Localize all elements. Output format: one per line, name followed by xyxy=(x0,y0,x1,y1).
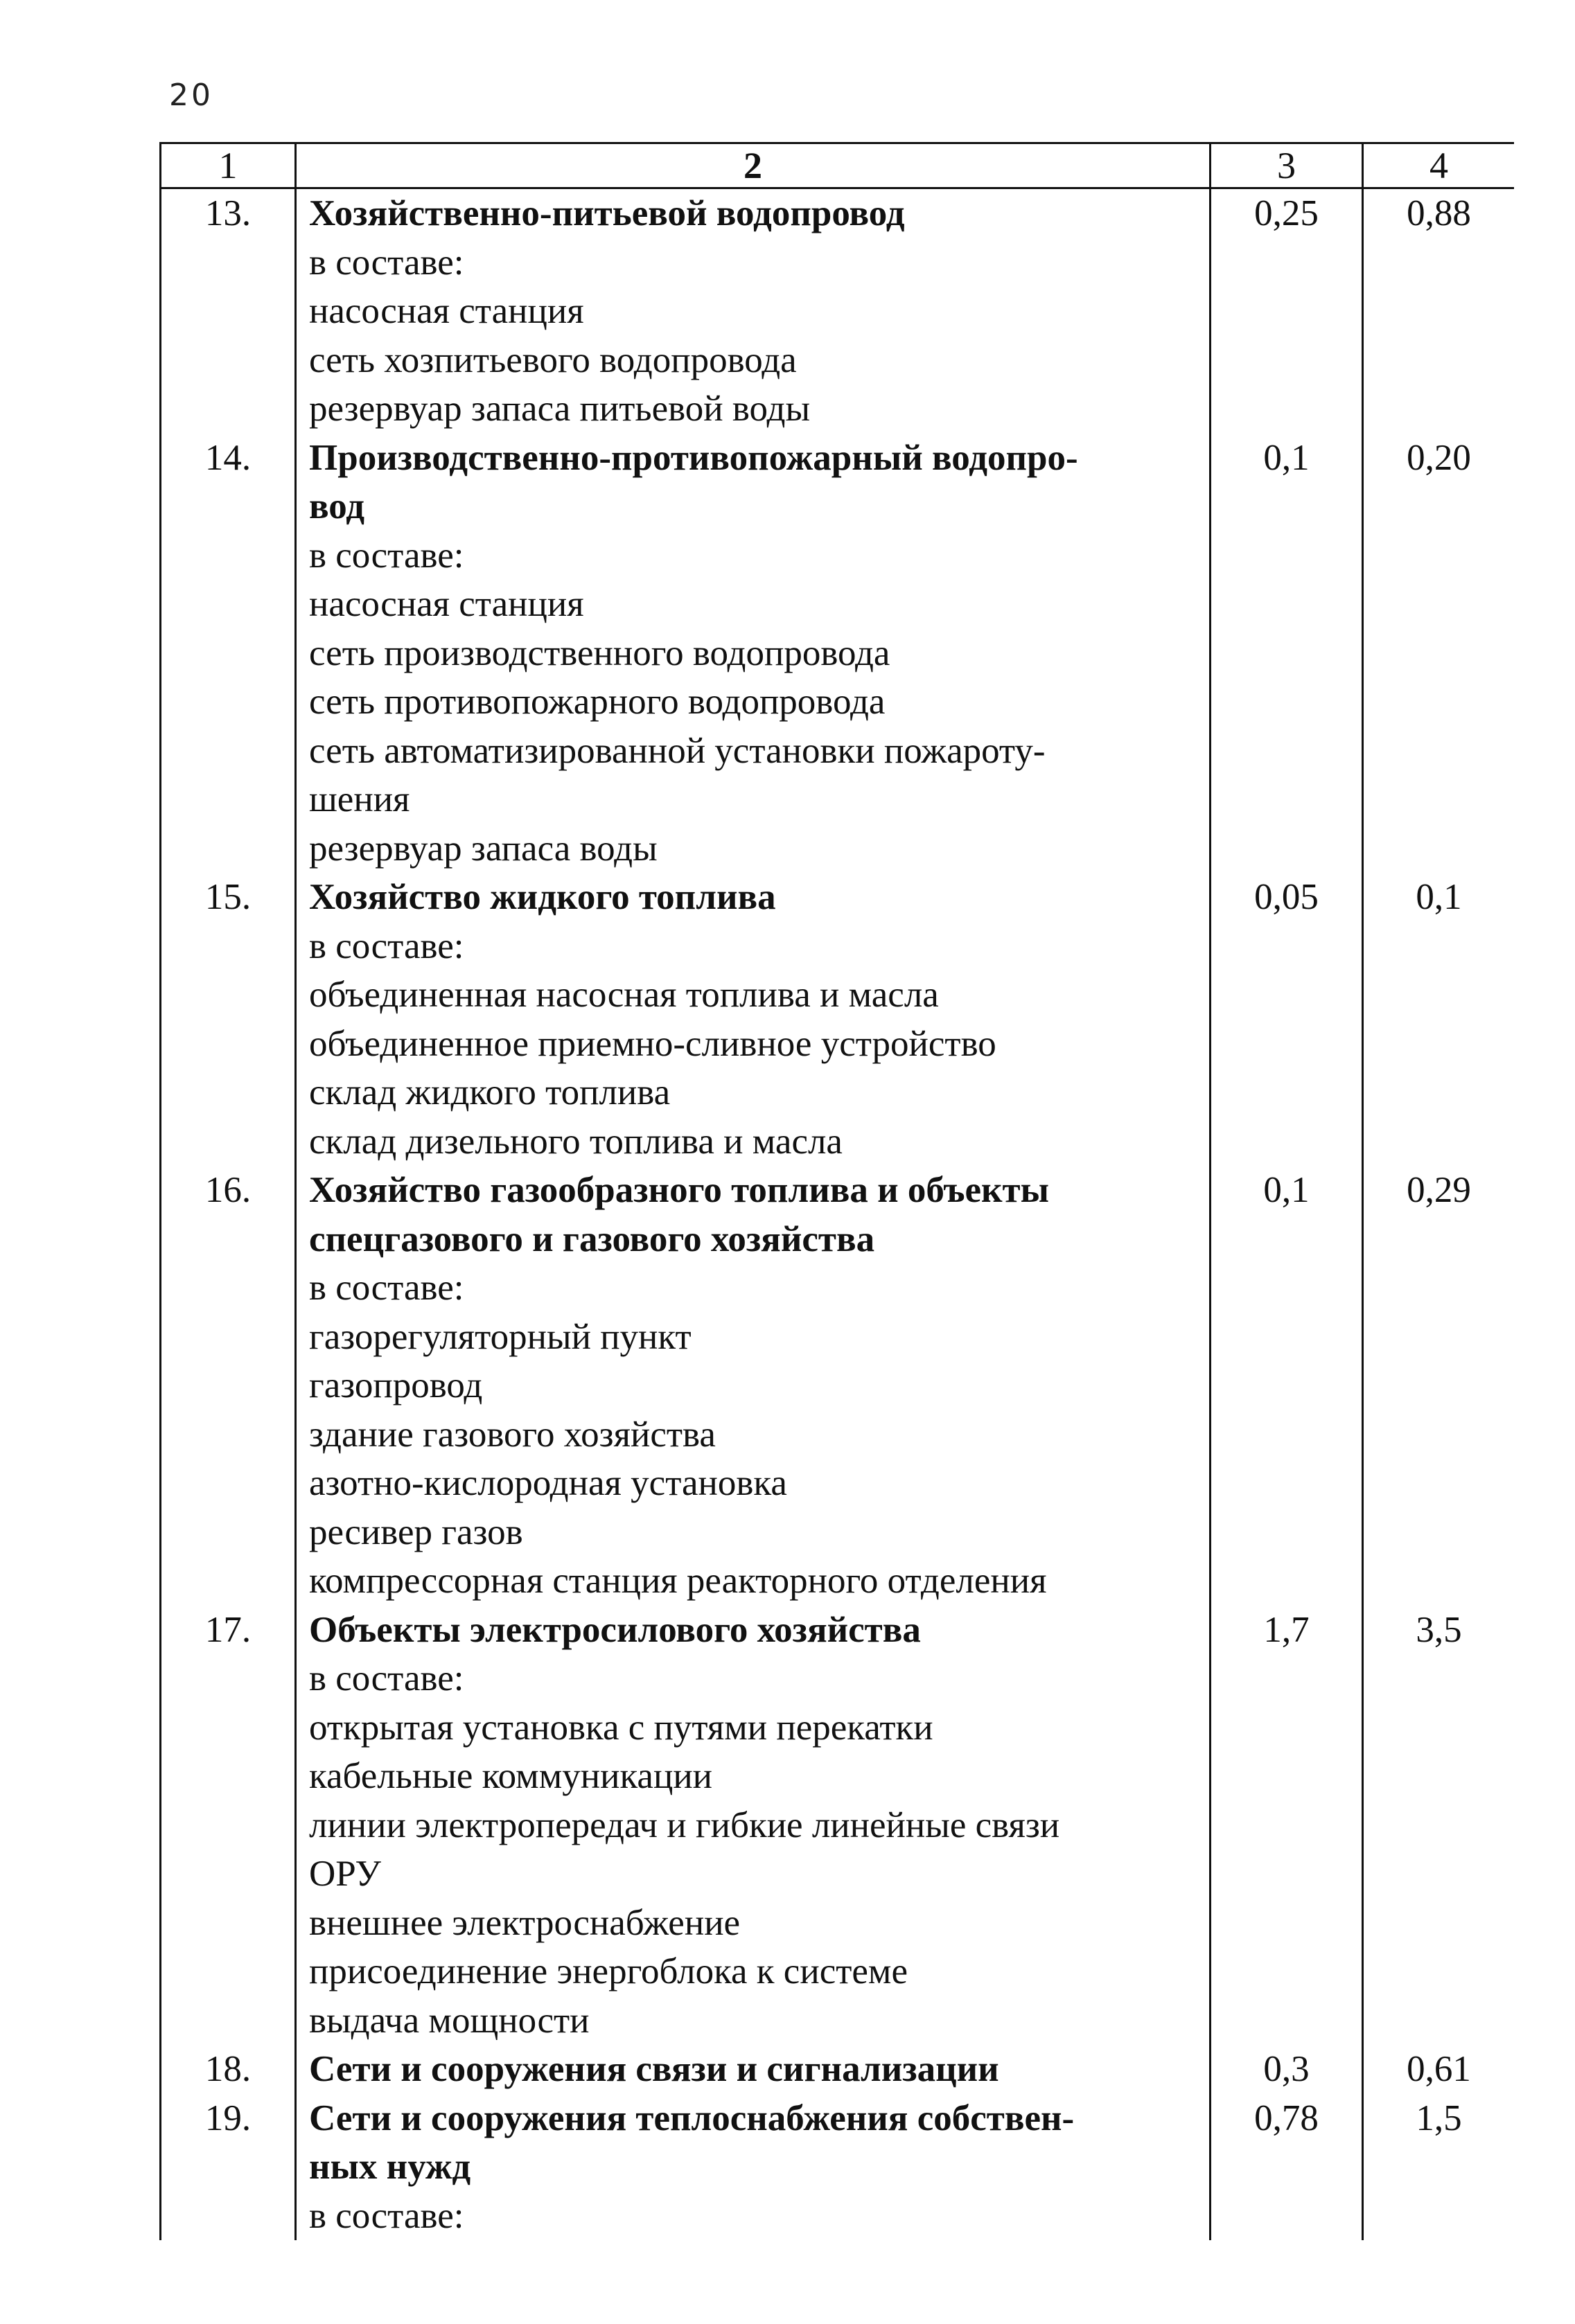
value-col-4: 0,88 xyxy=(1363,188,1515,434)
item-line: резервуар запаса воды xyxy=(309,828,658,869)
facilities-table xyxy=(159,142,1514,2240)
value-col-4: 0,20 xyxy=(1363,434,1515,873)
item-line: в составе: xyxy=(309,242,464,283)
item-line: насосная станция xyxy=(309,584,584,624)
item-heading: Сети и сооружения связи и сигнализации xyxy=(309,2049,999,2089)
item-line: внешнее электроснабжение xyxy=(309,1902,741,1943)
item-line: объединенное приемно-сливное устройство xyxy=(309,1023,996,1064)
table-body xyxy=(161,188,1515,2241)
item-line: резервуар запаса питьевой воды xyxy=(309,389,811,429)
item-line: ресивер газов xyxy=(309,1511,523,1552)
item-heading: спецгазового и газового хозяйства xyxy=(309,1218,875,1259)
value-col-3: 0,1 xyxy=(1211,434,1363,873)
item-line: в составе: xyxy=(309,1658,464,1698)
value-col-4: 0,29 xyxy=(1363,1166,1515,1606)
item-line: склад жидкого топлива xyxy=(309,1072,671,1112)
item-line: склад дизельного топлива и масла xyxy=(309,1121,843,1162)
row-number: 15. xyxy=(161,873,296,1166)
item-line: шения xyxy=(309,779,410,819)
row-number: 16. xyxy=(161,1166,296,1606)
facilities-table-container xyxy=(159,142,1514,2276)
row-description xyxy=(296,2094,1211,2241)
row-number: 13. xyxy=(161,188,296,434)
row-description xyxy=(296,434,1211,873)
row-number: 18. xyxy=(161,2045,296,2094)
item-line: в составе: xyxy=(309,2195,464,2236)
item-heading: Хозяйственно-питьевой водопровод xyxy=(309,193,905,233)
item-heading: Хозяйство газообразного топлива и объекты xyxy=(309,1170,1049,1210)
value-col-3: 0,78 xyxy=(1211,2094,1363,2241)
item-line: сеть производственного водопровода xyxy=(309,632,890,673)
item-line: компрессорная станция реакторного отделения xyxy=(309,1561,1047,1601)
item-line: объединенная насосная топлива и масла xyxy=(309,975,939,1015)
header-col-4: 4 xyxy=(1363,143,1515,188)
row-number: 17. xyxy=(161,1606,296,2046)
table-row xyxy=(161,1606,1515,2046)
value-col-3: 0,3 xyxy=(1211,2045,1363,2094)
item-line: линии электропередач и гибкие линейные связи xyxy=(309,1804,1060,1845)
item-line: здание газового хозяйства xyxy=(309,1414,716,1455)
item-line: газорегуляторный пункт xyxy=(309,1316,692,1357)
row-number: 14. xyxy=(161,434,296,873)
page-number: 20 xyxy=(169,78,213,113)
table-row xyxy=(161,188,1515,434)
value-col-4: 3,5 xyxy=(1363,1606,1515,2046)
value-col-4: 0,1 xyxy=(1363,873,1515,1166)
header-col-2: 2 xyxy=(296,143,1211,188)
item-heading: Производственно-противопожарный водопро- xyxy=(309,437,1078,478)
row-description xyxy=(296,873,1211,1166)
row-description xyxy=(296,188,1211,434)
item-heading: Хозяйство жидкого топлива xyxy=(309,877,776,917)
item-line: ОРУ xyxy=(309,1854,381,1894)
row-number: 19. xyxy=(161,2094,296,2241)
item-line: присоединение энергоблока к системе xyxy=(309,1951,908,1992)
item-heading: Объекты электросилового хозяйства xyxy=(309,1609,921,1650)
item-line: открытая установка с путями перекатки xyxy=(309,1707,933,1748)
row-description xyxy=(296,1166,1211,1606)
row-description xyxy=(296,2045,1211,2094)
table-header-row xyxy=(161,143,1515,188)
value-col-3: 0,1 xyxy=(1211,1166,1363,1606)
item-line: в составе: xyxy=(309,535,464,576)
item-line: насосная станция xyxy=(309,291,584,331)
value-col-4: 1,5 xyxy=(1363,2094,1515,2241)
item-line: кабельные коммуникации xyxy=(309,1756,713,1796)
value-col-3: 0,05 xyxy=(1211,873,1363,1166)
item-line: сеть хозпитьевого водопровода xyxy=(309,339,797,380)
value-col-3: 1,7 xyxy=(1211,1606,1363,2046)
item-heading: Сети и сооружения теплоснабжения собствен- xyxy=(309,2097,1075,2138)
item-heading: ных нужд xyxy=(309,2147,471,2187)
item-line: сеть противопожарного водопровода xyxy=(309,682,886,722)
item-line: азотно-кислородная установка xyxy=(309,1463,787,1503)
table-row xyxy=(161,2045,1515,2094)
item-line: сеть автоматизированной установки пожароту- xyxy=(309,730,1046,771)
item-line: газопровод xyxy=(309,1365,483,1405)
item-heading: вод xyxy=(309,486,365,526)
row-description xyxy=(296,1606,1211,2046)
value-col-4: 0,61 xyxy=(1363,2045,1515,2094)
table-row xyxy=(161,434,1515,873)
header-col-3: 3 xyxy=(1211,143,1363,188)
header-col-1: 1 xyxy=(161,143,296,188)
item-line: в составе: xyxy=(309,1268,464,1308)
item-line: в составе: xyxy=(309,925,464,966)
table-row xyxy=(161,2094,1515,2241)
value-col-3: 0,25 xyxy=(1211,188,1363,434)
item-line: выдача мощности xyxy=(309,2000,590,2041)
table-row xyxy=(161,873,1515,1166)
table-row xyxy=(161,1166,1515,1606)
